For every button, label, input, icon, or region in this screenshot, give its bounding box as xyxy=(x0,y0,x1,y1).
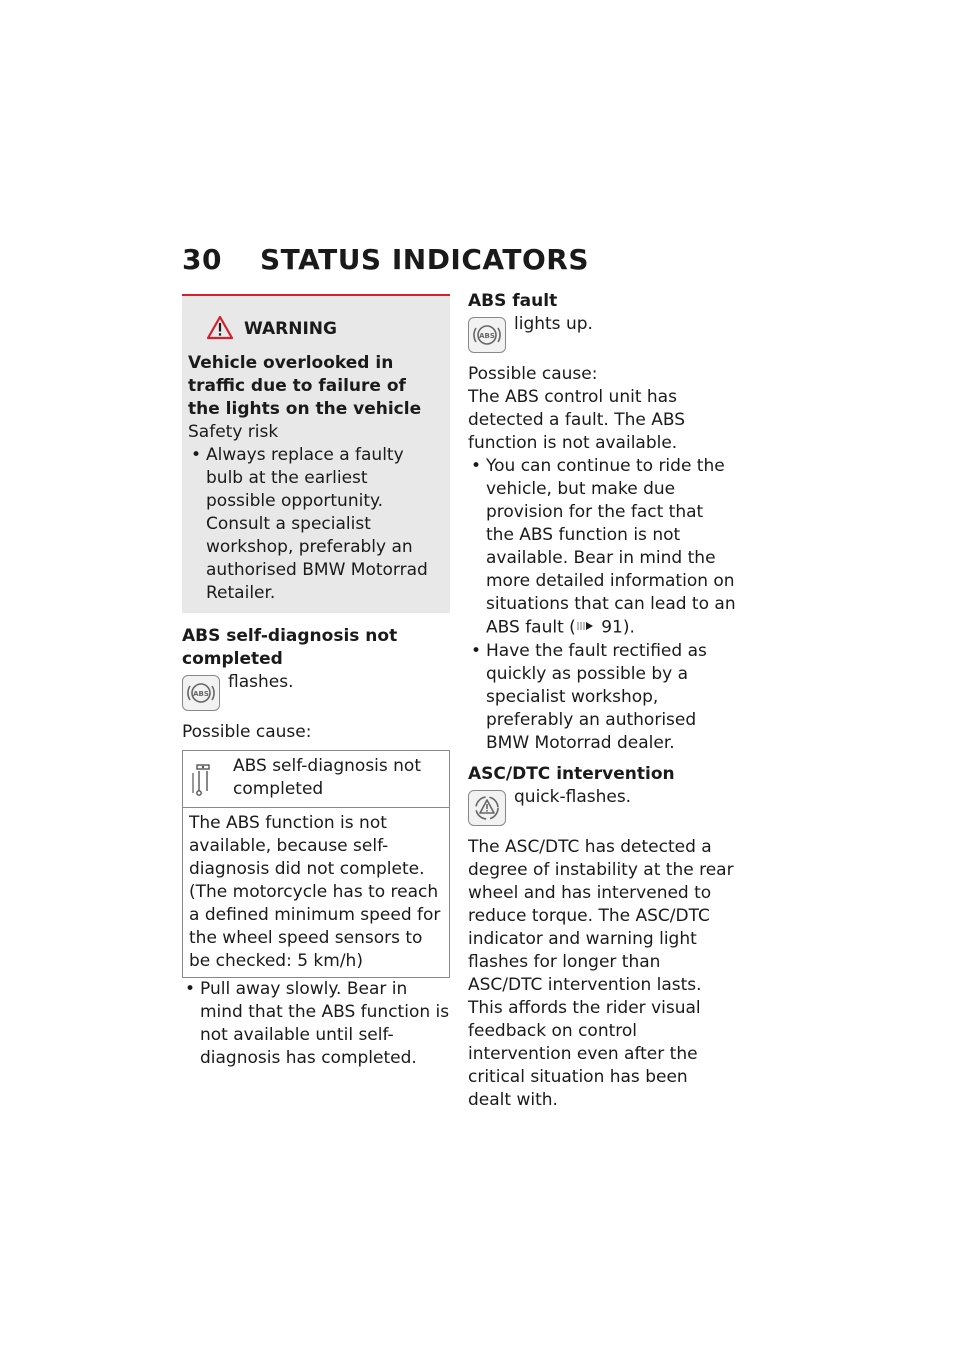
abs-fault-list xyxy=(468,455,736,755)
warning-triangle-icon xyxy=(206,315,234,344)
warning-title: Vehicle overlooked in traffic due to failure of the lights on the vehicle xyxy=(188,353,422,419)
asc-dtc-indicator xyxy=(468,786,736,828)
svg-text:ABS: ABS xyxy=(479,332,495,340)
asc-dtc-icon xyxy=(468,790,506,826)
page-reference-arrow-icon xyxy=(576,616,596,639)
table-title: ABS self-diagnosis not completed xyxy=(233,756,421,799)
abs-self-diagnosis-indicator-text: flashes. xyxy=(228,672,294,692)
abs-self-diagnosis-cause-label: Possible cause: xyxy=(182,722,312,742)
page-number: 30 xyxy=(182,243,222,276)
right-column xyxy=(468,290,736,1112)
abs-fault-heading: ABS fault xyxy=(468,291,558,311)
abs-fault-bullet-2: • Have the fault rectified as quickly as possible by a specialist workshop, preferably an authorised BMW Motorrad dealer. xyxy=(468,640,736,755)
abs-fault-indicator xyxy=(468,313,736,355)
warning-header xyxy=(206,316,442,342)
page-header xyxy=(182,243,589,276)
warning-label: WARNING xyxy=(244,319,337,339)
wheel-speed-sensor-icon xyxy=(189,755,233,801)
abs-fault-bullet-1 xyxy=(468,455,736,640)
asc-dtc-heading: ASC/DTC intervention xyxy=(468,763,675,784)
left-column xyxy=(182,294,450,1070)
abs-fault-bullet-1-text: You can continue to ride the vehicle, but make due provision for the fact that the ABS function is not available. Bear in mind the more detailed information on situations that can lead to an ABS fault ( xyxy=(486,456,736,638)
warning-list xyxy=(188,444,442,605)
abs-fault-page-reference[interactable]: 91). xyxy=(601,617,635,638)
abs-icon xyxy=(468,317,506,353)
asc-dtc-description: The ASC/DTC has detected a degree of instability at the rear wheel and has intervened to reduce torque. The ASC/DTC indicator and warning light flashes for longer than ASC/DTC intervention lasts. This affords the rider visual feedback on control intervention even after the critical situation has been dealt with. xyxy=(468,836,734,1110)
abs-self-diagnosis-table xyxy=(182,750,450,978)
page-title: STATUS INDICATORS xyxy=(260,243,590,276)
abs-fault-description: The ABS control unit has detected a fault. The ABS function is not available. xyxy=(468,387,686,453)
abs-fault-indicator-text: lights up. xyxy=(514,314,593,334)
warning-box xyxy=(182,294,450,613)
abs-icon xyxy=(182,675,220,711)
abs-self-diagnosis-indicator xyxy=(182,671,450,713)
asc-dtc-indicator-text: quick-flashes. xyxy=(514,786,632,807)
warning-subtitle: Safety risk xyxy=(188,422,279,442)
svg-text:ABS: ABS xyxy=(193,690,209,698)
table-header xyxy=(183,751,449,808)
abs-fault-cause-label: Possible cause: xyxy=(468,364,598,384)
abs-self-diagnosis-heading: ABS self-diagnosis not completed xyxy=(182,626,398,669)
abs-self-diagnosis-bullet: • Pull away slowly. Bear in mind that the ABS function is not available until self-diagnosis has completed. xyxy=(182,978,450,1070)
table-body: The ABS function is not available, because self-diagnosis did not complete. (The motorcycle has to reach a defined minimum speed for the wheel speed sensors to be checked: 5 km/h) xyxy=(189,813,441,971)
abs-self-diagnosis-list xyxy=(182,978,450,1070)
warning-bullet: • Always replace a faulty bulb at the earliest possible opportunity. Consult a specialist workshop, preferably an authorised BMW Motorrad Retailer. xyxy=(188,444,442,605)
